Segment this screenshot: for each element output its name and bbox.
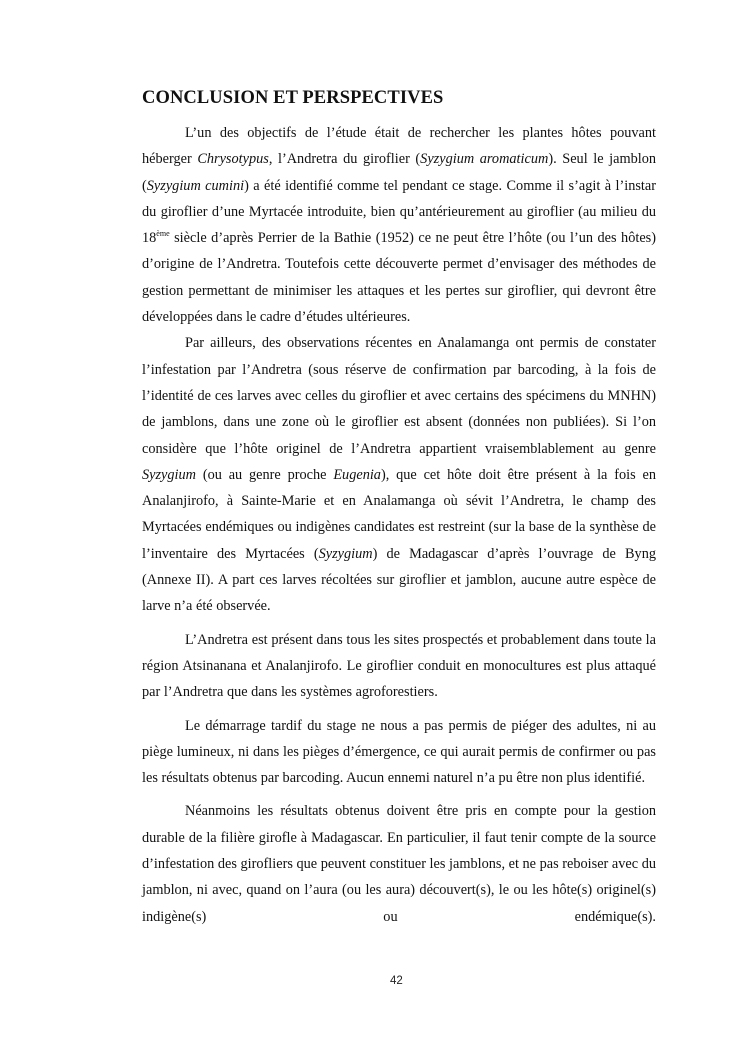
body-text (142, 120, 656, 930)
taxon-name: Syzygium cumini (146, 177, 245, 194)
taxon-name: Syzygium aromaticum (420, 151, 549, 168)
taxon-name: Chrysotypus (197, 151, 269, 168)
taxon-name: Syzygium (142, 466, 196, 483)
paragraph-2: Par ailleurs, des observations récentes en Analamanga ont permis de constater l’infestation par l’Andretra (sous réserve de confirmation par barcoding, à la fois de l’identité de ces larves avec celles du giroflier et avec certains des spécimens du MNHN) de jamblons, dans une zone où le giroflier est absent (données non publiées). Si l’on considère que l’hôte originel de l’Andretra appartient vraisemblablement au genre Syzygium (ou au genre proche Eugenia), que cet hôte doit être présent à la fois en Analanjirofo, à Sainte-Marie et en Analamanga où sévit l’Andretra, le champ des Myrtacées endémiques ou indigènes candidates est restreint (sur la base de la synthèse de l’inventaire des Myrtacées (Syzygium) de Madagascar d’après l’ouvrage de Byng (Annexe II). A part ces larves récoltées sur giroflier et jamblon, aucune autre espèce de larve n’a été observée. (142, 335, 656, 615)
taxon-name: Eugenia (333, 466, 381, 483)
taxon-name: Syzygium (318, 545, 373, 562)
paragraph-5: Néanmoins les résultats obtenus doivent être pris en compte pour la gestion durable de la filière girofle à Madagascar. En particulier, il faut tenir compte de la source d’infestation des girofliers que peuvent constituer les jamblons, et ne pas reboiser avec du jamblon, ni avec, quand on l’aura (ou les aura) découvert(s), le ou les hôte(s) originel(s) indigène(s) ou endémique(s). (142, 803, 656, 925)
paragraph-3: L’Andretra est présent dans tous les sites prospectés et probablement dans toute la région Atsinanana et Analanjirofo. Le giroflier conduit en monocultures est plus attaqué par l’Andretra que dans les systèmes agroforestiers. (142, 631, 656, 701)
paragraph-4: Le démarrage tardif du stage ne nous a pas permis de piéger des adultes, ni au piège lumineux, ni dans les pièges d’émergence, ce qui aurait permis de confirmer ou pas les résultats obtenus par barcoding. Aucun ennemi naturel n’a pu être non plus identifié. (142, 717, 656, 787)
section-heading: CONCLUSION ET PERSPECTIVES (142, 88, 444, 108)
paragraph-1: L’un des objectifs de l’étude était de rechercher les plantes hôtes pouvant héberger Chrysotypus, l’Andretra du giroflier (Syzygium aromaticum). Seul le jamblon (Syzygium cumini) a été identifié comme tel pendant ce stage. Comme il s’agit à l’instar du giroflier d’une Myrtacée introduite, bien qu’antérieurement au giroflier (au milieu du 18ème siècle d’après Perrier de la Bathie (1952) ce ne peut être l’hôte (ou l’un des hôtes) d’origine de l’Andretra. Toutefois cette découverte permet d’envisager des méthodes de gestion permettant de minimiser les attaques et les pertes sur giroflier, qui devront être développées dans le cadre d’études ultérieures. (142, 125, 656, 326)
page-number: 42 (390, 975, 403, 987)
superscript: ème (156, 229, 170, 239)
